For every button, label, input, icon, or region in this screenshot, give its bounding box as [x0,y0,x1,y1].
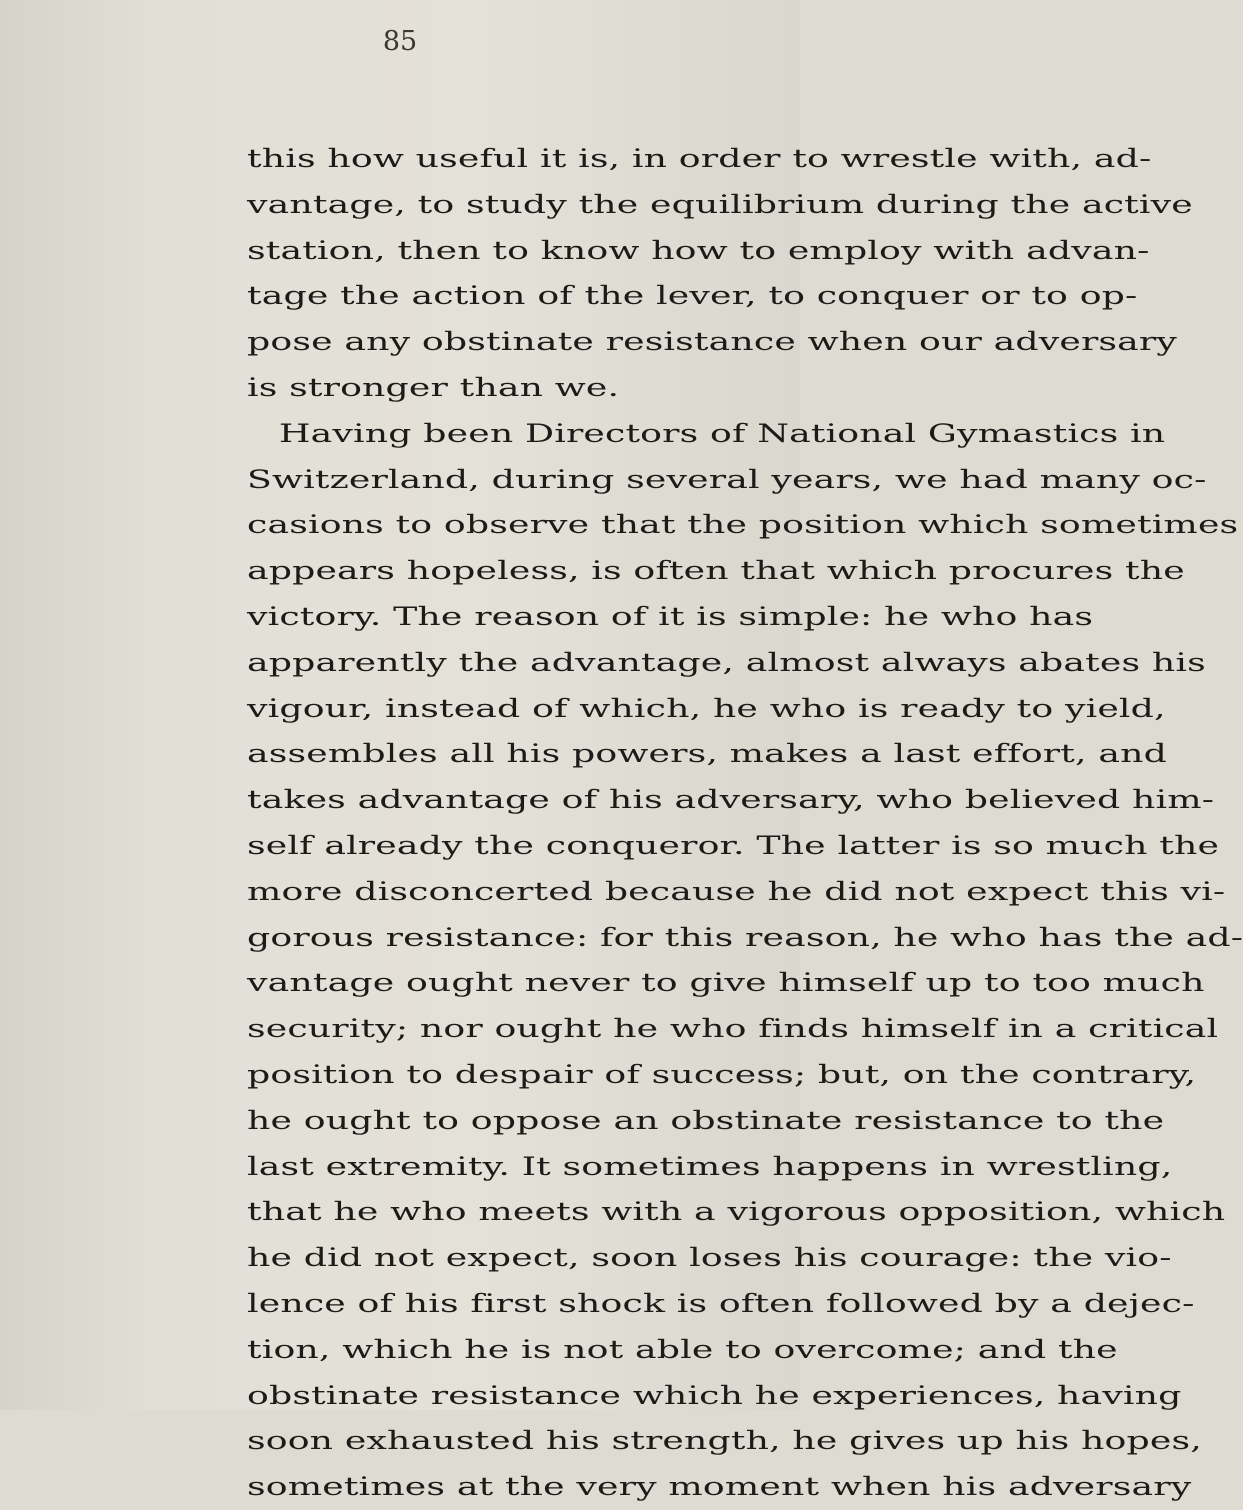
paragraph-start-line: Having been Directors of National Gymastics in [278,418,1166,448]
text-line: vantage, to study the equilibrium during the active [247,189,1193,219]
text-line: vantage ought never to give himself up to too much [247,968,1205,998]
text-line: more disconcerted because he did not expect this vi- [247,876,1226,906]
text-line: takes advantage of his adversary, who believed him- [247,785,1215,815]
text-line: victory. The reason of it is simple: he who has [247,601,1094,631]
text-line: last extremity. It sometimes happens in wrestling, [247,1151,1173,1181]
text-line: this how useful it is, in order to wrestle with, ad- [247,144,1152,173]
text-line: is stronger than we. [247,372,620,402]
text-line: position to despair of success; but, on the contrary, [247,1059,1197,1089]
text-line: sometimes at the very moment when his adversary [247,1472,1192,1502]
text-line: appears hopeless, is often that which procures the [247,556,1185,586]
text-line: station, then to know how to employ with advan- [247,235,1150,265]
page-number: 85 [382,26,418,57]
text-line: security; nor ought he who finds himself in a critical [247,1014,1219,1044]
text-line: casions to observe that the position which sometimes [247,510,1239,540]
text-line: pose any obstinate resistance when our adversary [247,327,1178,357]
text-line: gorous resistance: for this reason, he who has the ad- [247,922,1243,952]
text-line: he ought to oppose an obstinate resistance to the [247,1105,1165,1135]
text-line: self already the conqueror. The latter is so much the [247,830,1220,860]
text-line: lence of his first shock is often followed by a dejec- [247,1288,1195,1318]
body-text [247,136,1243,1510]
text-line: vigour, instead of which, he who is ready to yield, [247,693,1166,723]
text-line: he did not expect, soon loses his courage: the vio- [247,1243,1172,1273]
text-line: tage the action of the lever, to conquer or to op- [247,281,1138,311]
text-line: tion, which he is not able to overcome; and the [247,1334,1118,1364]
text-line: apparently the advantage, almost always abates his [247,647,1206,677]
text-line: obstinate resistance which he experiences, having [247,1380,1182,1410]
text-line: assembles all his powers, makes a last effort, and [247,739,1167,769]
text-line: soon exhausted his strength, he gives up his hopes, [247,1426,1202,1456]
text-line: Switzerland, during several years, we had many oc- [247,464,1207,494]
text-line: that he who meets with a vigorous opposition, which [247,1197,1226,1227]
